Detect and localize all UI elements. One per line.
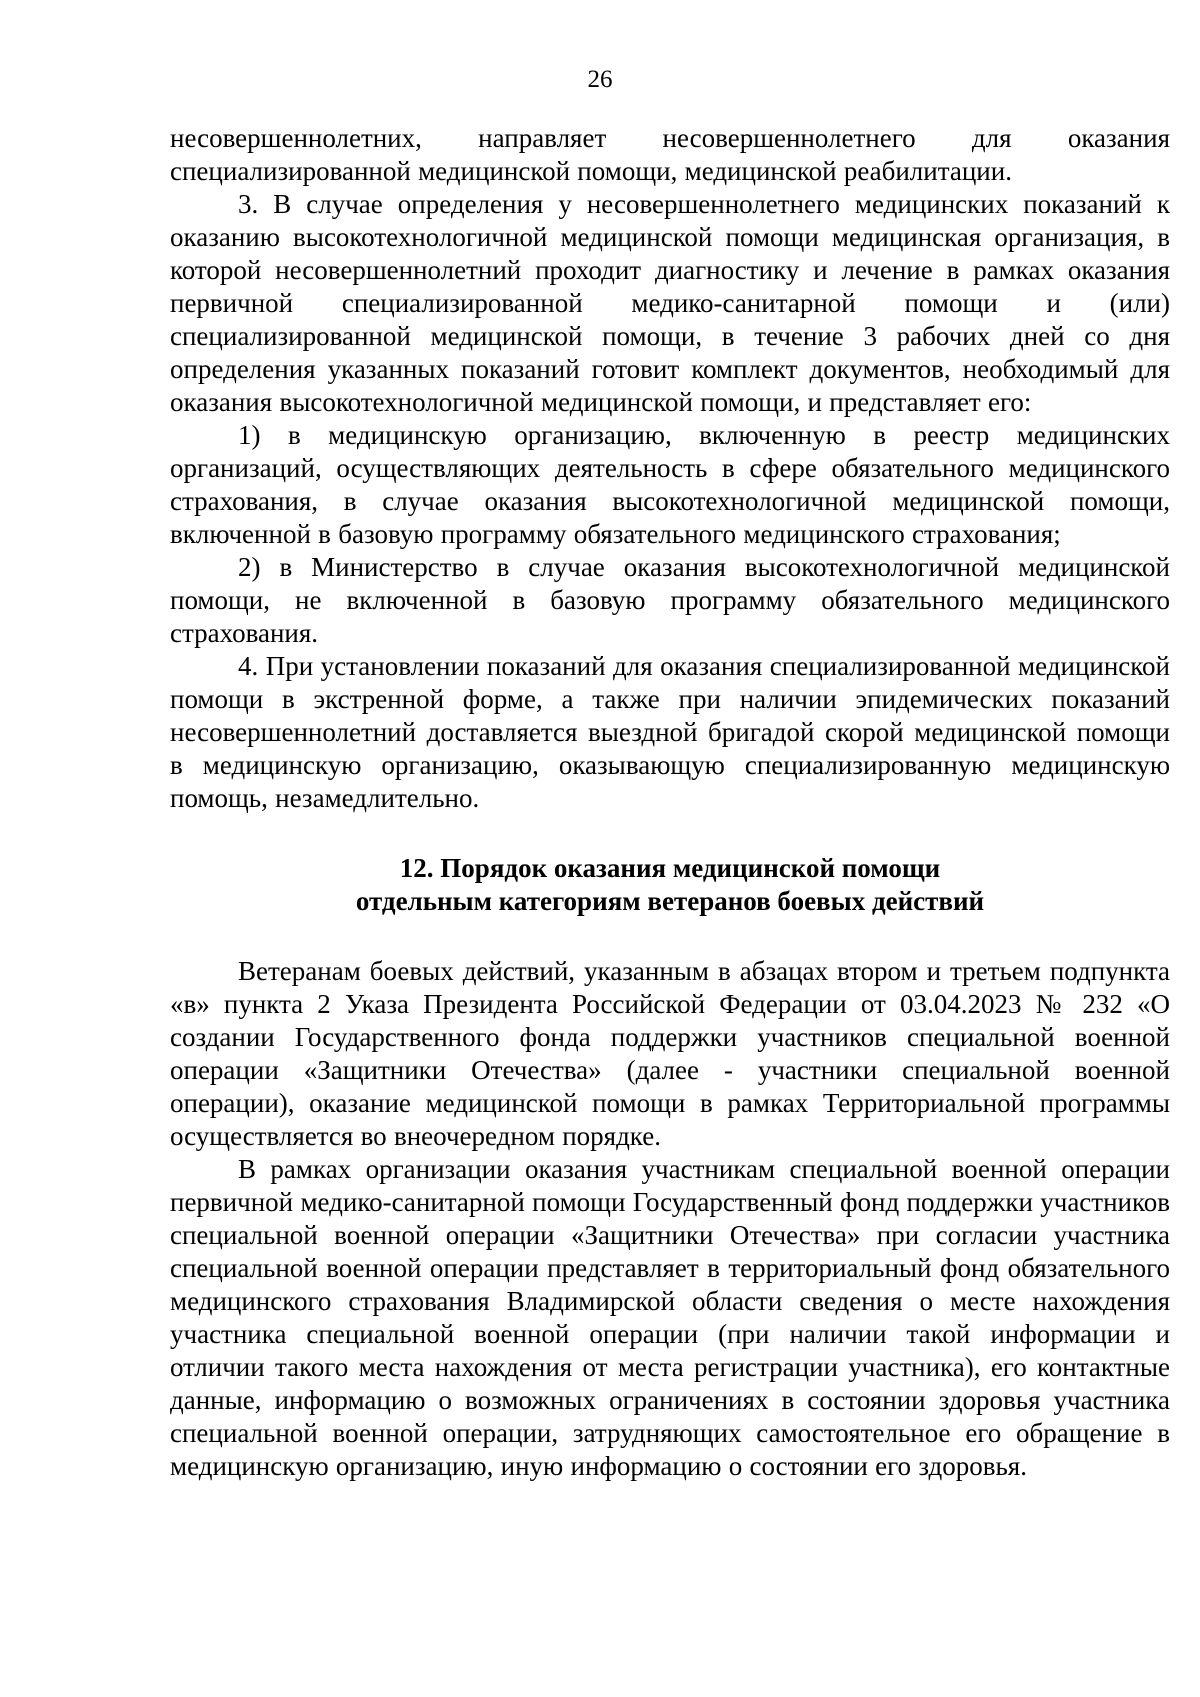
paragraph-continuation: несовершеннолетних, направляет несовершеннолетнего для оказания специализированной медицинской помощи, медицинской реабилитации. bbox=[170, 123, 1170, 186]
section-heading-line-2: отдельным категориям ветеранов боевых действий bbox=[355, 886, 985, 916]
document-body bbox=[170, 122, 1170, 1483]
paragraphs-before-heading bbox=[170, 122, 1170, 815]
paragraphs-after-heading bbox=[170, 955, 1170, 1483]
paragraph-item-4: 4. При установлении показаний для оказания специализированной медицинской помощи в экстренной форме, а также при наличии эпидемических показаний несовершеннолетний доставляется выездной бригадой скорой медицинской помощи в медицинскую организацию, оказывающую специализированную медицинскую помощь, незамедлительно. bbox=[170, 651, 1170, 813]
paragraph-subitem-1: 1) в медицинскую организацию, включенную в реестр медицинских организаций, осуществляющих деятельность в сфере обязательного медицинского страхования, в случае оказания высокотехнологичной медицинской помощи, включенной в базовую программу обязательного медицинского страхования; bbox=[170, 420, 1170, 549]
page-number: 26 bbox=[587, 66, 613, 93]
paragraph-primary-care: В рамках организации оказания участникам специальной военной операции первичной медико-санитарной помощи Государственный фонд поддержки участников специальной военной операции «Защитники Отечества» при согласии участника специальной военной операции представляет в территориальный фонд обязательного медицинского страхования Владимирской области сведения о месте нахождения участника специальной военной операции (при наличии такой информации и отличии такого места нахождения от места регистрации участника), его контактные данные, информацию о возможных ограничениях в состоянии здоровья участника специальной военной операции, затрудняющих самостоятельное его обращение в медицинскую организацию, иную информацию о состоянии его здоровья. bbox=[170, 1154, 1170, 1481]
section-heading-line-1: 12. Порядок оказания медицинской помощи bbox=[399, 853, 941, 883]
paragraph-subitem-2: 2) в Министерство в случае оказания высокотехнологичной медицинской помощи, не включенной в базовую программу обязательного медицинского страхования. bbox=[170, 552, 1170, 648]
paragraph-item-3: 3. В случае определения у несовершеннолетнего медицинских показаний к оказанию высокотехнологичной медицинской помощи медицинская организация, в которой несовершеннолетний проходит диагностику и лечение в рамках оказания первичной специализированной медико-санитарной помощи и (или) специализированной медицинской помощи, в течение 3 рабочих дней со дня определения указанных показаний готовит комплект документов, необходимый для оказания высокотехнологичной медицинской помощи, и представляет его: bbox=[170, 189, 1170, 417]
section-heading bbox=[170, 852, 1170, 918]
paragraph-veterans: Ветеранам боевых действий, указанным в абзацах втором и третьем подпункта «в» пункта 2 Указа Президента Российской Федерации от 03.04.2023 № 232 «О создании Государственного фонда поддержки участников специальной военной операции «Защитники Отечества» (далее - участники специальной военной операции), оказание медицинской помощи в рамках Территориальной программы осуществляется во внеочередном порядке. bbox=[170, 956, 1170, 1151]
